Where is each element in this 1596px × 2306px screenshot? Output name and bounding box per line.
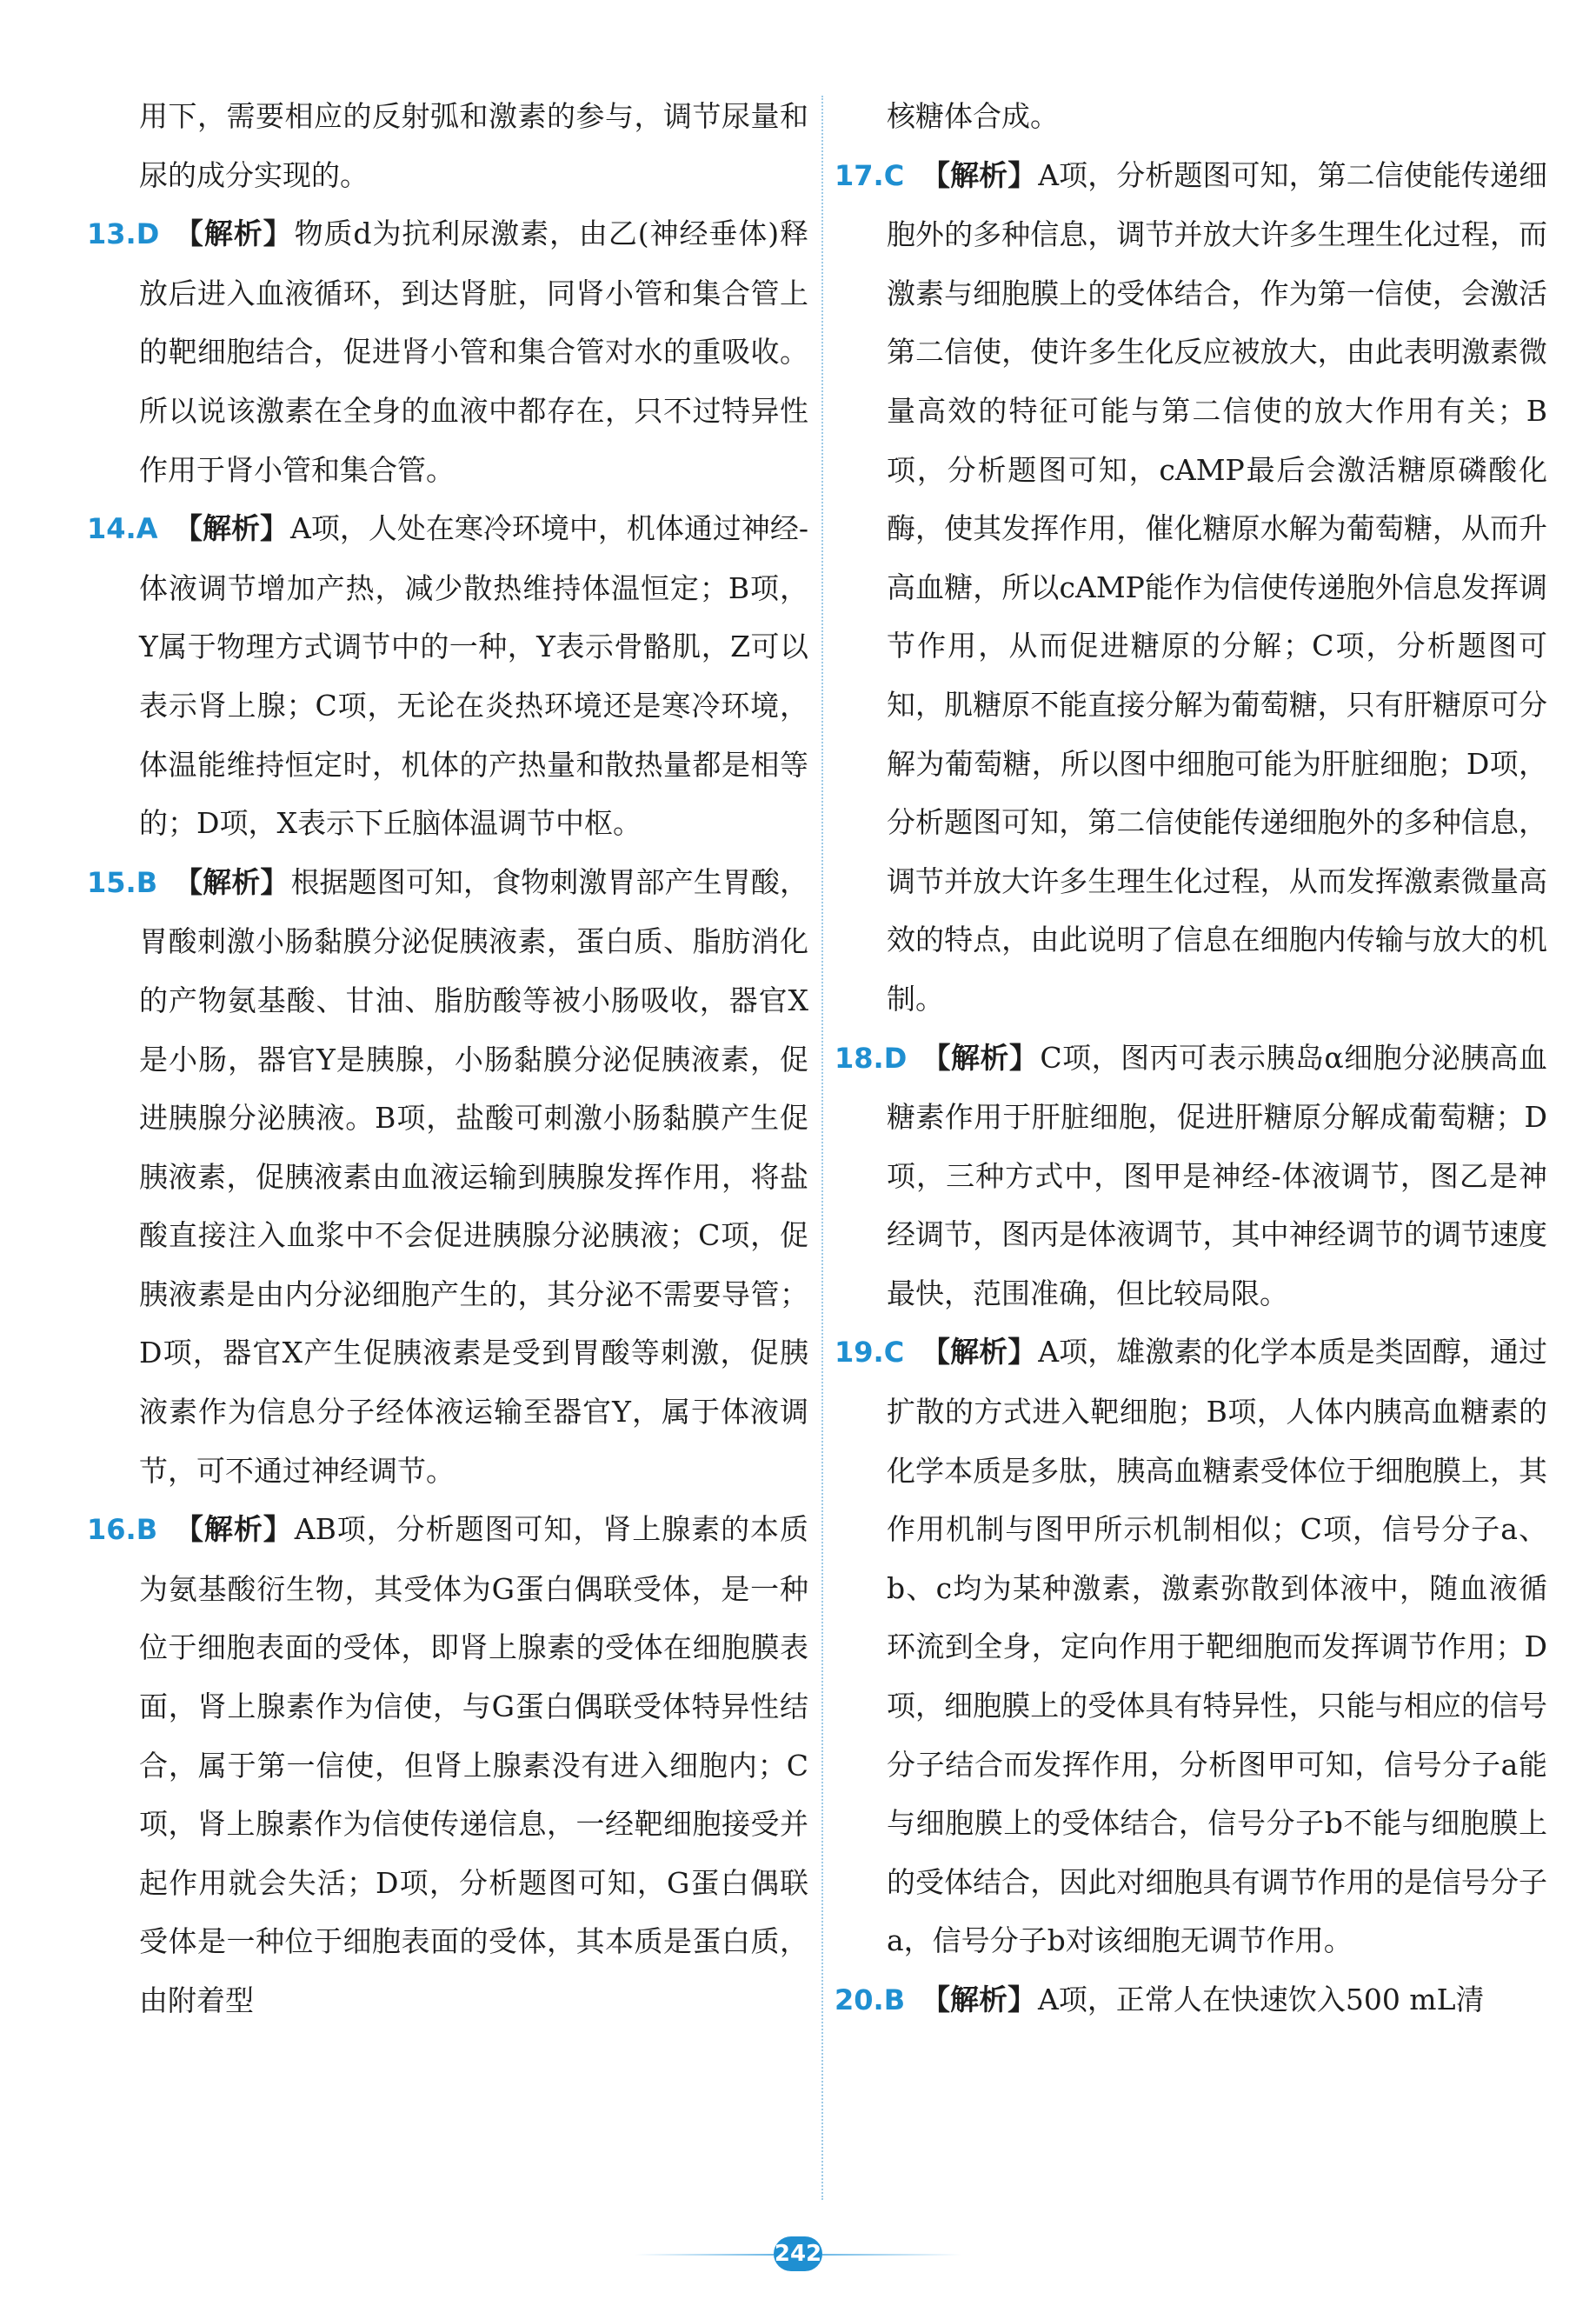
answer-entry-15 <box>87 853 808 1501</box>
analysis-tag: 【解析】 <box>174 864 289 899</box>
right-continuation: 核糖体合成。 <box>887 99 1059 133</box>
answer-entry-18 <box>835 1029 1547 1323</box>
answer-entry-14 <box>87 499 808 853</box>
column-divider <box>821 96 823 2200</box>
question-number: 17.C <box>835 158 905 192</box>
question-number: 13.D <box>87 217 160 251</box>
question-number: 16.B <box>87 1513 158 1547</box>
left-column <box>87 87 808 2030</box>
analysis-tag: 【解析】 <box>174 217 293 251</box>
analysis-tag: 【解析】 <box>174 1512 293 1547</box>
analysis-tag: 【解析】 <box>921 1983 1036 2016</box>
explanation-text: AB项，分析题图可知，肾上腺素的本质为氨基酸衍生物，其受体为G蛋白偶联受体，是一种位于细胞表面的受体，即肾上腺素的受体在细胞膜表面，肾上腺素作为信使，与G蛋白偶联受体特异性结合，属于第一信使，但肾上腺素没有进入细胞内；C项，肾上腺素作为信使传递信息，一经靶细胞接受并起作用就会失活；D项，分析题图可知，G蛋白偶联受体是一种位于细胞表面的受体，其本质是蛋白质，由附着型 <box>139 1512 808 2017</box>
answer-entry-17 <box>835 146 1547 1029</box>
explanation-text: A项，人处在寒冷环境中，机体通过神经-体液调节增加产热，减少散热维持体温恒定；B项，Y属于物理方式调节中的一种，Y表示骨骼肌，Z可以表示肾上腺；C项，无论在炎热环境还是寒冷环境，体温能维持恒定时，机体的产热量和散热量都是相等的；D项，X表示下丘脑体温调节中枢。 <box>139 511 809 841</box>
left-continuation: 用下，需要相应的反射弧和激素的参与，调节尿量和尿的成分实现的。 <box>139 99 808 192</box>
answer-entry-13 <box>87 204 808 499</box>
answer-entry-16 <box>87 1500 808 2029</box>
analysis-tag: 【解析】 <box>174 511 289 546</box>
explanation-text: 根据题图可知，食物刺激胃部产生胃酸，胃酸刺激小肠黏膜分泌促胰液素，蛋白质、脂肪消化的产物氨基酸、甘油、脂肪酸等被小肠吸收，器官X是小肠，器官Y是胰腺，小肠黏膜分泌促胰液素，促进胰腺分泌胰液。B项，盐酸可刺激小肠黏膜产生促胰液素，促胰液素由血液运输到胰腺发挥作用，将盐酸直接注入血浆中不会促进胰腺分泌胰液；C项，促胰液素是由内分泌细胞产生的，其分泌不需要导管；D项，器官X产生促胰液素是受到胃酸等刺激，促胰液素作为信息分子经体液运输至器官Y，属于体液调节，可不通过神经调节。 <box>139 864 809 1488</box>
answer-entry-20 <box>835 1970 1547 2030</box>
analysis-tag: 【解析】 <box>921 1040 1039 1075</box>
footer-rule-left <box>635 2254 774 2256</box>
analysis-tag: 【解析】 <box>921 1335 1037 1370</box>
explanation-text: 物质d为抗利尿激素，由乙(神经垂体)释放后进入血液循环，到达肾脏，同肾小管和集合管上的靶细胞结合，促进肾小管和集合管对水的重吸收。所以说该激素在全身的血液中都存在，只不过特异性作用于肾小管和集合管。 <box>139 217 808 487</box>
question-number: 18.D <box>835 1041 908 1075</box>
question-number: 15.B <box>87 865 158 899</box>
analysis-tag: 【解析】 <box>921 157 1037 192</box>
explanation-text: A项，分析题图可知，第二信使能传递细胞外的多种信息，调节并放大许多生理生化过程，而激素与细胞膜上的受体结合，作为第一信使，会激活第二信使，使许多生化反应被放大，由此表明激素微量高效的特征可能与第二信使的放大作用有关；B项，分析题图可知，cAMP最后会激活糖原磷酸化酶，使其发挥作用，催化糖原水解为葡萄糖，从而升高血糖，所以cAMP能作为信使传递胞外信息发挥调节作用，从而促进糖原的分解；C项，分析题图可知，肌糖原不能直接分解为葡萄糖，只有肝糖原可分解为葡萄糖，所以图中细胞可能为肝脏细胞；D项，分析题图可知，第二信使能传递细胞外的多种信息，调节并放大许多生理生化过程，从而发挥激素微量高效的特点，由此说明了信息在细胞内传输与放大的机制。 <box>887 157 1547 1016</box>
page-footer <box>0 2226 1596 2278</box>
question-number: 19.C <box>835 1336 905 1370</box>
question-number: 20.B <box>835 1983 906 2016</box>
footer-rule-right <box>822 2254 961 2256</box>
question-number: 14.A <box>87 512 158 546</box>
right-column <box>835 87 1547 2030</box>
explanation-text: A项，雄激素的化学本质是类固醇，通过扩散的方式进入靶细胞；B项，人体内胰高血糖素的化学本质是多肽，胰高血糖素受体位于细胞膜上，其作用机制与图甲所示机制相似；C项，信号分子a、b、c均为某种激素，激素弥散到体液中，随血液循环流到全身，定向作用于靶细胞而发挥调节作用；D项，细胞膜上的受体具有特异性，只能与相应的信号分子结合而发挥作用，分析图甲可知，信号分子a能与细胞膜上的受体结合，信号分子b不能与细胞膜上的受体结合，因此对细胞具有调节作用的是信号分子a，信号分子b对该细胞无调节作用。 <box>887 1335 1547 1958</box>
page-number-badge: 242 <box>774 2236 822 2271</box>
explanation-text: C项，图丙可表示胰岛α细胞分泌胰高血糖素作用于肝脏细胞，促进肝糖原分解成葡萄糖；D项，三种方式中，图甲是神经-体液调节，图乙是神经调节，图丙是体液调节，其中神经调节的调节速度最快，范围准确，但比较局限。 <box>887 1040 1548 1310</box>
explanation-text: A项，正常人在快速饮入500 mL清 <box>1038 1983 1485 2016</box>
answer-entry-19 <box>835 1323 1547 1970</box>
